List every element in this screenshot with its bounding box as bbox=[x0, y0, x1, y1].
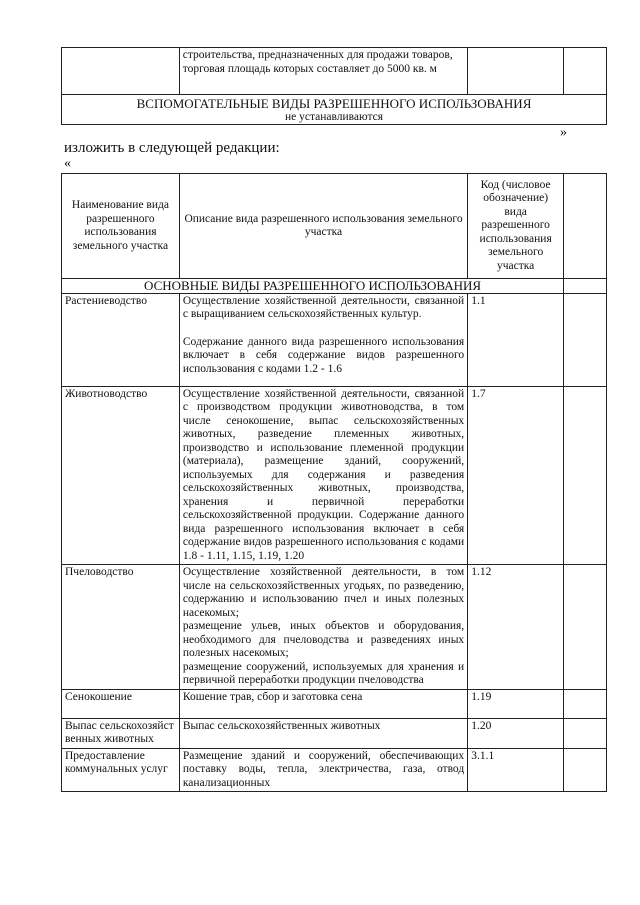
row-code: 1.7 bbox=[468, 386, 564, 565]
table-row bbox=[62, 293, 607, 386]
table-row bbox=[62, 748, 607, 792]
row-desc bbox=[179, 293, 467, 386]
aux-section-title: ВСПОМОГАТЕЛЬНЫЕ ВИДЫ РАЗРЕШЕННОГО ИСПОЛЬЗОВАНИЯ bbox=[136, 96, 532, 111]
header-code-cell: Код (числовое обозначение) вида разрешенного использования земельного участка bbox=[468, 174, 564, 279]
row-name: Предоставление коммунальных услуг bbox=[62, 748, 180, 792]
aux-section-subtitle: не устанавливаются bbox=[284, 111, 384, 123]
table-row bbox=[62, 689, 607, 718]
table-cell bbox=[564, 174, 607, 279]
header-desc-cell: Описание вида разрешенного использования земельного участка bbox=[179, 174, 467, 279]
table-row bbox=[62, 565, 607, 690]
row-code: 3.1.1 bbox=[468, 748, 564, 792]
row-desc: Осуществление хозяйственной деятельности, связанной с производством продукции животноводства, в том числе сенокошение, выпас сельскохозяйственных животных, разведение племенных животных, производство и использование племенной продукции (материала), размещение зданий, сооружений, используемых для содержания и разведения сельскохозяйственных животных, производства, хранения и первичной переработки сельскохозяйственной продукции. Содержание данного вида разрешенного использования включает в себя содержание видов разрешенного использования с кодами 1.8 - 1.11, 1.15, 1.19, 1.20 bbox=[179, 386, 467, 565]
aux-section-row bbox=[62, 95, 607, 125]
row-desc-text: размещение ульев, иных объектов и оборудования, необходимого для пчеловодства и разведениях иных полезных насекомых; bbox=[182, 620, 465, 659]
top-table bbox=[61, 47, 607, 125]
table-cell bbox=[564, 293, 607, 386]
continued-description-cell: строительства, предназначенных для продажи товаров, торговая площадь которых составляет до 5000 кв. м bbox=[179, 48, 468, 95]
row-name: Животноводство bbox=[62, 386, 180, 565]
row-desc bbox=[179, 565, 467, 690]
table-cell bbox=[564, 565, 607, 690]
row-desc-text: Осуществление хозяйственной деятельности, в том числе на сельскохозяйственных угодьях, по разведению, содержанию и использованию пчел и иных полезных насекомых; bbox=[182, 566, 465, 619]
row-desc-text: размещение сооружений, используемых для хранения и первичной переработки продукции пчеловодства bbox=[182, 660, 465, 686]
row-code: 1.1 bbox=[468, 293, 564, 386]
main-table bbox=[61, 173, 607, 792]
row-name: Сенокошение bbox=[62, 689, 180, 718]
header-row bbox=[62, 174, 607, 279]
row-code: 1.20 bbox=[468, 718, 564, 748]
closing-quote: » bbox=[560, 125, 567, 140]
table-row bbox=[62, 386, 607, 565]
table-cell bbox=[468, 48, 564, 95]
aux-section-cell bbox=[62, 95, 607, 125]
table-cell bbox=[564, 279, 607, 294]
table-cell bbox=[564, 748, 607, 792]
header-name-cell: Наименование вида разрешенного использования земельного участка bbox=[62, 174, 180, 279]
lead-text: изложить в следующей редакции: bbox=[64, 140, 280, 156]
table-cell bbox=[564, 718, 607, 748]
table-cell bbox=[62, 48, 180, 95]
table-cell bbox=[564, 689, 607, 718]
row-name: Выпас сельскохозяйственных животных bbox=[62, 718, 180, 748]
row-code: 1.12 bbox=[468, 565, 564, 690]
row-desc: Размещение зданий и сооружений, обеспечивающих поставку воды, тепла, электричества, газа, отвод канализационных bbox=[179, 748, 467, 792]
table-row bbox=[62, 718, 607, 748]
table-cell bbox=[564, 48, 607, 95]
section-row bbox=[62, 279, 607, 294]
table-cell bbox=[564, 386, 607, 565]
row-code: 1.19 bbox=[468, 689, 564, 718]
opening-quote: « bbox=[64, 156, 71, 171]
row-desc: Выпас сельскохозяйственных животных bbox=[179, 718, 467, 748]
row-desc-text: Осуществление хозяйственной деятельности, связанной с выращиванием сельскохозяйственных культур. bbox=[182, 294, 465, 320]
row-name: Растениеводство bbox=[62, 293, 180, 386]
row-desc-text: Содержание данного вида разрешенного использования включает в себя содержание видов разрешенного использования с кодами 1.2 - 1.6 bbox=[182, 335, 465, 375]
top-table-row bbox=[62, 48, 607, 95]
section-title-cell: ОСНОВНЫЕ ВИДЫ РАЗРЕШЕННОГО ИСПОЛЬЗОВАНИЯ bbox=[62, 279, 564, 294]
row-name: Пчеловодство bbox=[62, 565, 180, 690]
row-desc: Кошение трав, сбор и заготовка сена bbox=[179, 689, 467, 718]
